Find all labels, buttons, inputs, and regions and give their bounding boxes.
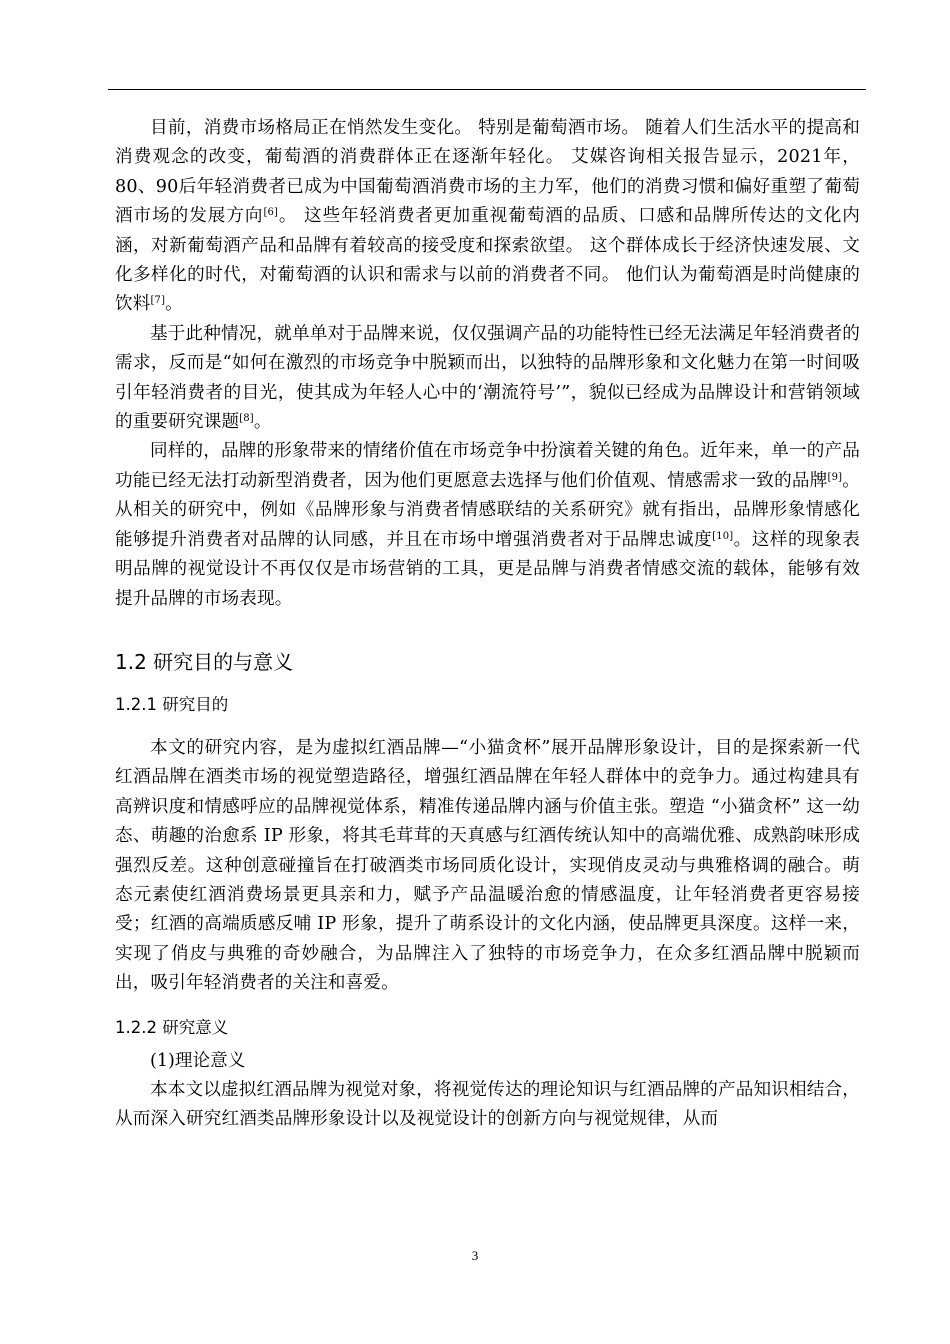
section-heading-1-2: 1.2 研究目的与意义 (115, 649, 294, 674)
citation-9[interactable]: [9] (827, 471, 843, 483)
header-rule (108, 89, 866, 90)
paragraph-emotional-value: 同样的，品牌的形象带来的情绪价值在市场竞争中扮演着关键的角色。近年来，单一的产品功能已经无法打动新型消费者，因为他们更愿意去选择与他们价值观、情感需求一致的品牌[9]。从相关的研究中，例如《品牌形象与消费者情感联结的关系研究》就有指出，品牌形象情感化能够提升消费者对品牌的认同感，并且在市场中增强消费者对于品牌忠诚度[10]。这样的现象表明品牌的视觉设计不再仅仅是市场营销的工具，更是品牌与消费者情感交流的载体，能够有效提升品牌的市场表现。 (115, 441, 860, 609)
citation-6[interactable]: [6] (263, 207, 279, 219)
page-number: 3 (471, 1248, 479, 1263)
citation-7[interactable]: [7] (150, 295, 166, 307)
paragraph-theory-significance: 本本文以虚拟红酒品牌为视觉对象，将视觉传达的理论知识与红酒品牌的产品知识相结合，从而深入研究红酒类品牌形象设计以及视觉设计的创新方向与视觉规律，从而 (115, 1079, 860, 1130)
paragraph-brand-needs: 基于此种情况，就单单对于品牌来说，仅仅强调产品的功能特性已经无法满足年轻消费者的需求，反而是“如何在激烈的市场竞争中脱颖而出，以独特的品牌形象和文化魅力在第一时间吸引年轻消费者的目光，使其成为年轻人心中的‘潮流符号’”，貌似已经成为品牌设计和营销领域的重要研究课题[8]。 (115, 323, 860, 433)
page-body (115, 114, 860, 1135)
subsection-heading-1-2-2: 1.2.2 研究意义 (115, 1017, 229, 1037)
paragraph-research-purpose: 本文的研究内容，是为虚拟红酒品牌—“小猫贪杯”展开品牌形象设计，目的是探索新一代红酒品牌在酒类市场的视觉塑造路径，增强红酒品牌在年轻人群体中的竞争力。通过构建具有高辨识度和情感呼应的品牌视觉体系，精准传递品牌内涵与价值主张。塑造 “小猫贪杯” 这一幼态、萌趣的治愈系 IP 形象，将其毛茸茸的天真感与红酒传统认知中的高端优雅、成熟韵味形成强烈反差。这种创意碰撞旨在打破酒类市场同质化设计，实现俏皮灵动与典雅格调的融合。萌态元素使红酒消费场景更具亲和力，赋予产品温暖治愈的情感温度，让年轻消费者更容易接受；红酒的高端质感反哺 IP 形象，提升了萌系设计的文化内涵，使品牌更具深度。这样一来，实现了俏皮与典雅的奇妙融合，为品牌注入了独特的市场竞争力，在众多红酒品牌中脱颖而出，吸引年轻消费者的关注和喜爱。 (115, 737, 860, 994)
theory-significance-label: (1)理论意义 (150, 1050, 246, 1071)
citation-8[interactable]: [8] (239, 413, 254, 425)
paragraph-market-change: 目前，消费市场格局正在悄然发生变化。 特别是葡萄酒市场。 随着人们生活水平的提高和消费观念的改变，葡萄酒的消费群体正在逐渐年轻化。 艾媒咨询相关报告显示，2021年，80、90后年轻消费者已成为中国葡萄酒消费市场的主力军，他们的消费习惯和偏好重塑了葡萄酒市场的发展方向[6]。 这些年轻消费者更加重视葡萄酒的品质、口感和品牌所传达的文化内涵，对新葡萄酒产品和品牌有着较高的接受度和探索欲望。 这个群体成长于经济快速发展、文化多样化的时代，对葡萄酒的认识和需求与以前的消费者不同。 他们认为葡萄酒是时尚健康的饮料[7]。 (115, 118, 860, 315)
subsection-heading-1-2-1: 1.2.1 研究目的 (115, 694, 229, 714)
citation-10[interactable]: [10] (712, 530, 734, 542)
